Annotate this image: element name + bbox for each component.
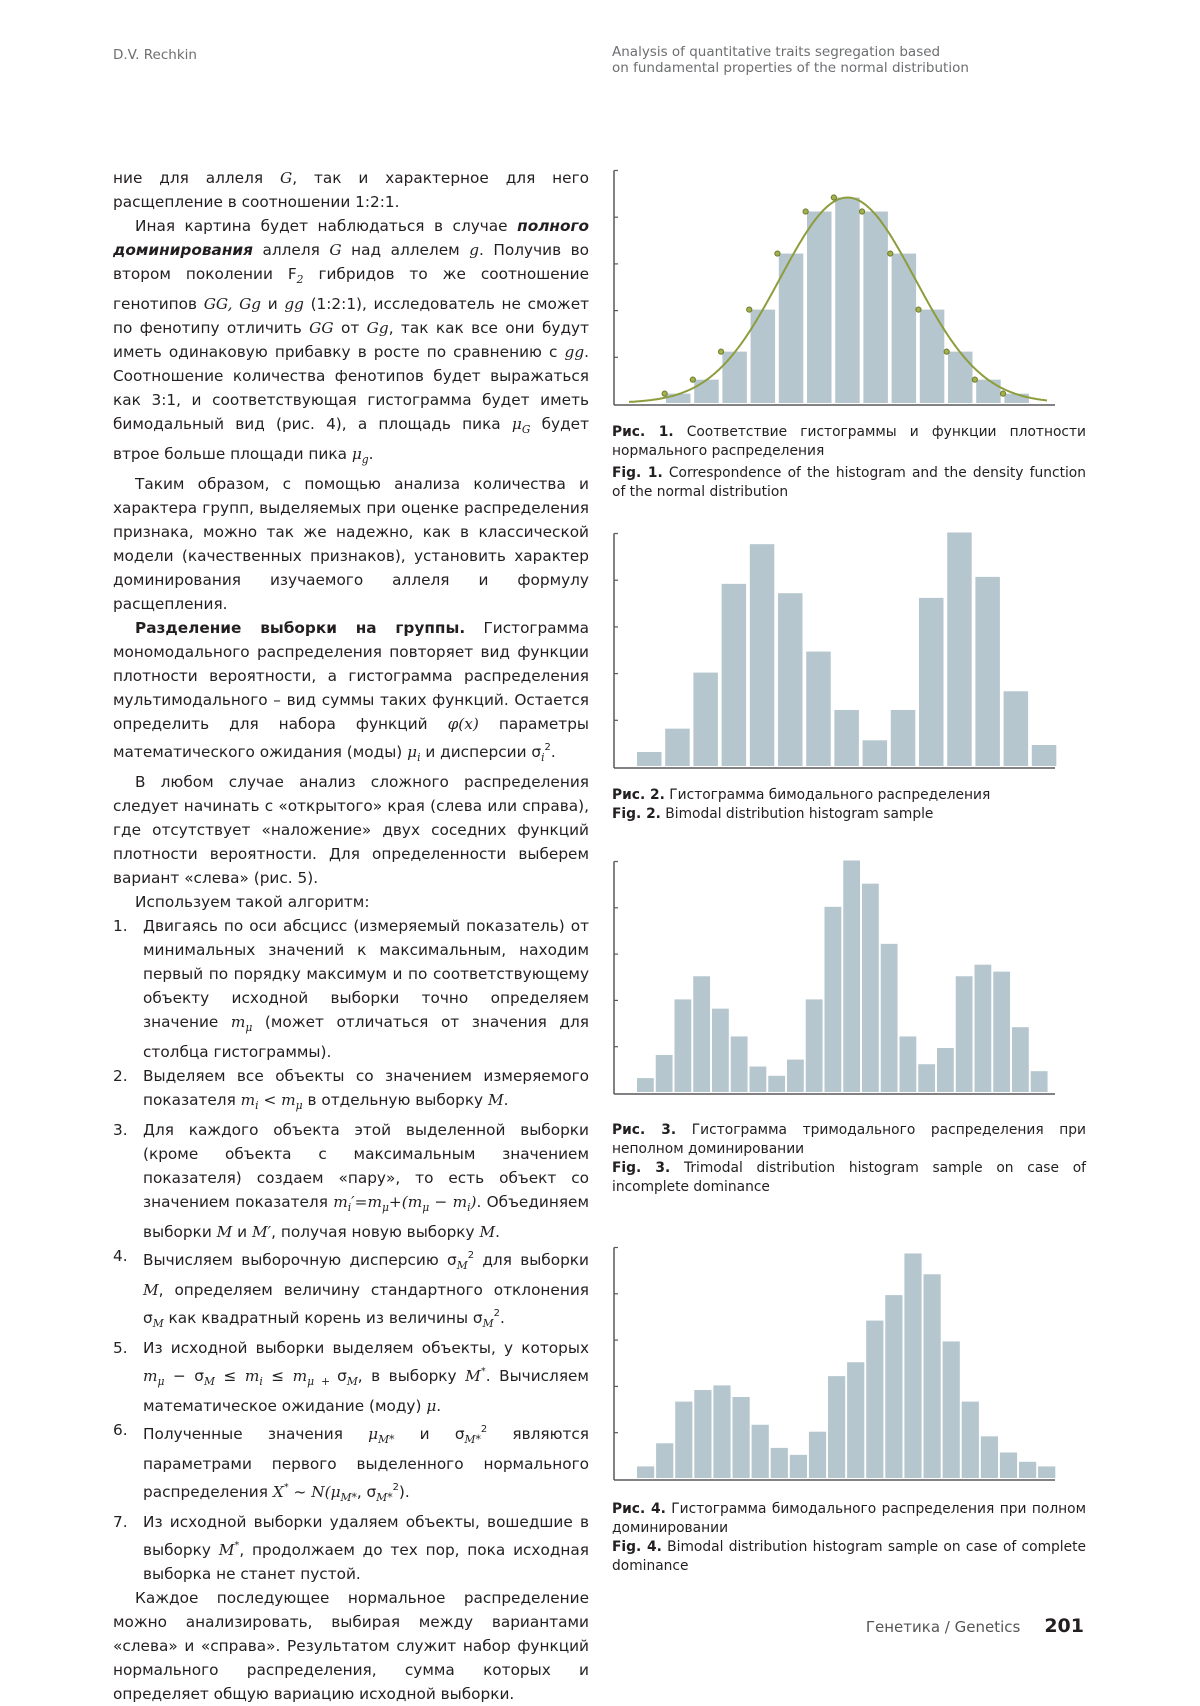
figure-1-caption: [612, 423, 1086, 505]
text-run: Из исходной выборки удаляем объекты, вошедшие в выборку: [143, 1513, 589, 1559]
text-run: .: [551, 743, 556, 761]
caption-ru-text: Гистограмма бимодального распределения: [665, 787, 990, 803]
subscript: i: [467, 1201, 470, 1214]
algorithm-step: [113, 1418, 589, 1510]
paragraph: [113, 214, 589, 472]
emphasis-text: m: [293, 1367, 308, 1385]
emphasis-text: +(m: [389, 1193, 422, 1211]
histogram-bar: [713, 1385, 730, 1478]
text-run: Таким образом, с помощью анализа количества и характера групп, выделяемых при оценке распределения признака, можно так же надежно, как в классической модели (качественных признаков), установить характер доминирования изучаемого аллеля и формулу расщепления.: [113, 475, 589, 613]
density-point: [916, 307, 921, 312]
superscript: 2: [494, 1308, 500, 1319]
caption-en-label: Fig. 1.: [612, 465, 663, 481]
histogram-bar: [863, 740, 888, 766]
emphasis-text: m: [333, 1193, 348, 1211]
superscript: 2: [481, 1424, 487, 1435]
text-run: гибридов то же соотношение генотипов: [113, 265, 589, 313]
emphasis-text: N(μ: [311, 1483, 340, 1501]
algorithm-step: [113, 1510, 589, 1586]
histogram-bar: [752, 1425, 769, 1478]
subscript: M*: [376, 1491, 392, 1504]
text-run: Выделяем все объекты со значением измеряемого показателя: [143, 1067, 589, 1109]
emphasis-text: m: [281, 1091, 296, 1109]
histogram-bar: [1031, 1071, 1048, 1092]
text-run: и дисперсии σ: [421, 743, 542, 761]
density-point: [1000, 391, 1005, 396]
text-run: .: [500, 1309, 505, 1327]
text-run: аллеля: [253, 241, 329, 259]
density-point: [972, 377, 977, 382]
emphasis-text: M: [217, 1223, 233, 1241]
histogram-bar: [1032, 745, 1057, 766]
text-run: , так и характерное для него расщепление в соотношении 1:2:1.: [113, 169, 589, 211]
histogram-bar: [637, 1078, 654, 1092]
subscript: M: [457, 1259, 468, 1272]
caption-en-text: Bimodal distribution histogram sample on case of complete dominance: [612, 1539, 1086, 1574]
emphasis-text: m: [143, 1367, 158, 1385]
caption-en-text: Correspondence of the histogram and the density function of the normal distribution: [612, 465, 1086, 500]
caption-ru-text: Гистограмма бимодального распределения при полном доминировании: [612, 1501, 1086, 1536]
text-run: .: [369, 445, 374, 463]
superscript: *: [284, 1482, 289, 1493]
histogram-bar: [956, 976, 973, 1092]
histogram-bar: [862, 884, 879, 1092]
emphasis-text: m: [241, 1091, 256, 1109]
text-run: Для каждого объекта этой выделенной выборки (кроме объекта с максимальным значением показателя) создаем «пару», то есть объект со значением показателя: [143, 1121, 589, 1211]
density-point: [718, 349, 723, 354]
figure-3-histogram: [612, 855, 1072, 1099]
histogram-bar: [656, 1443, 673, 1478]
histogram-bar: [806, 999, 823, 1092]
text-run: (1:2:1), исследователь не сможет по фенотипу отличить: [113, 295, 589, 337]
histogram-bar: [712, 1009, 729, 1092]
histogram-bar: [948, 352, 973, 403]
step-number: 1.: [113, 914, 128, 938]
histogram-bar: [779, 254, 804, 403]
text-run: будет втрое больше площади пика: [113, 415, 589, 463]
histogram-bar: [835, 198, 860, 403]
caption-ru-label: Рис. 3.: [612, 1122, 676, 1138]
emphasis-text: Gg: [367, 319, 389, 337]
figure-3-caption: [612, 1121, 1086, 1200]
text-run: ).: [399, 1483, 410, 1501]
histogram-bar: [847, 1362, 864, 1478]
histogram-bar: [1012, 1027, 1029, 1092]
emphasis-text: μ: [512, 415, 522, 433]
caption-ru-label: Рис. 1.: [612, 424, 674, 440]
density-point: [944, 349, 949, 354]
histogram-bar: [1038, 1466, 1055, 1478]
emphasis-text: G: [280, 169, 292, 187]
text-run: для выборки: [474, 1251, 589, 1269]
subscript: i: [541, 751, 544, 764]
histogram-bar: [943, 1341, 960, 1478]
superscript: 2: [393, 1482, 399, 1493]
algorithm-step: [113, 1064, 589, 1118]
histogram-bar: [694, 380, 719, 403]
text-run: , продолжаем до тех пор, пока исходная выборка не станет пустой.: [143, 1541, 589, 1583]
emphasis-text: φ(x): [448, 715, 479, 733]
histogram-bar: [675, 999, 692, 1092]
subscript: μ: [296, 1099, 303, 1112]
histogram-bar: [885, 1295, 902, 1478]
main-text-column: [113, 166, 589, 1706]
text-run: и: [261, 295, 284, 313]
superscript: *: [481, 1366, 486, 1377]
text-run: , в выборку: [358, 1367, 465, 1385]
histogram-bar: [665, 729, 690, 766]
caption-en-label: Fig. 2.: [612, 806, 661, 822]
step-number: 4.: [113, 1244, 128, 1268]
caption-en-text: Bimodal distribution histogram sample: [661, 806, 934, 822]
caption-ru-text: Соответствие гистограммы и функции плотности нормального распределения: [612, 424, 1086, 459]
journal-name: Генетика / Genetics: [866, 1618, 1020, 1636]
histogram-bar: [993, 972, 1010, 1092]
density-point: [859, 209, 864, 214]
subscript: M*: [465, 1433, 481, 1446]
histogram-bar: [843, 861, 860, 1093]
page-footer: [866, 1615, 1084, 1637]
text-run: (может отличаться от значения для столбца гистограммы).: [143, 1013, 589, 1061]
text-run: − σ: [164, 1367, 204, 1385]
caption-ru-label: Рис. 4.: [612, 1501, 666, 1517]
histogram-bar: [918, 1064, 935, 1092]
running-header-author: D.V. Rechkin: [113, 47, 197, 63]
histogram-bar: [693, 673, 718, 766]
histogram-bar: [790, 1455, 807, 1478]
emphasis-text: M: [219, 1541, 235, 1559]
histogram-bar: [866, 1321, 883, 1478]
histogram-bar: [825, 907, 842, 1092]
histogram-bar: [900, 1036, 917, 1092]
subscript: M: [204, 1375, 215, 1388]
histogram-bar: [924, 1274, 941, 1478]
histogram-bar: [975, 965, 992, 1092]
text-run: являются параметрами первого выделенного нормального распределения: [143, 1425, 589, 1501]
algorithm-step: [113, 1336, 589, 1418]
text-run: , σ: [357, 1483, 376, 1501]
step-number: 2.: [113, 1064, 128, 1088]
paragraph: [113, 616, 589, 770]
emphasis-text: m: [245, 1367, 260, 1385]
density-point: [747, 307, 752, 312]
text-run: ≤: [215, 1367, 245, 1385]
subscript: M: [483, 1317, 494, 1330]
text-run: Гистограмма мономодального распределения повторяет вид функции плотности вероятности, а гистограмма распределения мультимодального – вид суммы таких функций. Остается определить для набора функций: [113, 619, 589, 733]
caption-ru-text: Гистограмма тримодального распределения при неполном доминировании: [612, 1122, 1086, 1157]
emphasis-text: μ: [407, 743, 417, 761]
text-run: . Вычисляем математическое ожидание (моду): [143, 1367, 589, 1415]
emphasis-text: M′: [252, 1223, 271, 1241]
emphasis-text: m: [231, 1013, 246, 1031]
histogram-bar: [863, 212, 888, 403]
histogram-bar: [750, 544, 775, 766]
caption-en-label: Fig. 3.: [612, 1160, 670, 1176]
subscript: μ +: [307, 1375, 337, 1388]
superscript: *: [234, 1540, 239, 1551]
emphasis-text: ): [471, 1193, 477, 1211]
text-run: Используем такой алгоритм:: [135, 893, 370, 911]
histogram-bar: [962, 1402, 979, 1478]
running-header-title: [612, 44, 969, 76]
text-run: Полученные значения: [143, 1425, 368, 1443]
subscript: μ: [245, 1021, 252, 1034]
subscript: i: [255, 1099, 258, 1112]
step-number: 6.: [113, 1418, 128, 1442]
emphasis-text: GG: [309, 319, 333, 337]
text-run: и σ: [394, 1425, 464, 1443]
emphasis-text: g: [469, 241, 479, 259]
histogram-bar: [1019, 1462, 1036, 1478]
text-run: параметры математического ожидания (моды): [113, 715, 589, 761]
text-run: ние для аллеля: [113, 169, 280, 187]
subscript: μ: [382, 1201, 389, 1214]
emphasis-text: M: [488, 1091, 504, 1109]
figure-4-histogram: [612, 1240, 1072, 1484]
running-title-line-1: Analysis of quantitative traits segregation based: [612, 44, 969, 60]
subscript: μ: [422, 1201, 429, 1214]
subscript: i: [259, 1375, 262, 1388]
text-run: как квадратный корень из величины σ: [164, 1309, 483, 1327]
histogram-bar: [1004, 691, 1029, 766]
histogram-bar: [778, 593, 803, 766]
histogram-bar: [637, 1466, 654, 1478]
text-run: .: [436, 1397, 441, 1415]
text-run: , получая новую выборку: [271, 1223, 479, 1241]
histogram-bar: [828, 1376, 845, 1478]
emphasis-text: M: [465, 1367, 481, 1385]
running-title-line-2: on fundamental properties of the normal distribution: [612, 60, 969, 76]
emphasis-text: M: [143, 1281, 159, 1299]
body-paragraphs: [113, 166, 589, 914]
subscript: M: [153, 1317, 164, 1330]
subscript: i: [417, 751, 420, 764]
histogram-bar: [947, 533, 972, 767]
text-run: Из исходной выборки выделяем объекты, у которых: [143, 1339, 589, 1357]
caption-en-label: Fig. 4.: [612, 1539, 662, 1555]
text-run: Иная картина будет наблюдаться в случае: [135, 217, 517, 235]
text-run: . Получив во втором поколении F: [113, 241, 589, 283]
text-run: .: [504, 1091, 509, 1109]
subscript: G: [522, 423, 531, 436]
histogram-bar: [976, 380, 1001, 403]
histogram-bar: [768, 1076, 785, 1092]
subscript: i: [348, 1201, 351, 1214]
histogram-bar: [694, 1390, 711, 1478]
density-point: [831, 195, 836, 200]
histogram-bar: [937, 1048, 954, 1092]
histogram-bar: [722, 584, 747, 766]
algorithm-step: [113, 1244, 589, 1336]
caption-en-text: Trimodal distribution histogram sample on case of incomplete dominance: [612, 1160, 1086, 1195]
subscript: 2: [297, 273, 304, 286]
closing-paragraph: [113, 1586, 589, 1706]
emphasis-text: − m: [429, 1193, 467, 1211]
text-run: <: [259, 1091, 282, 1109]
histogram-bar: [881, 944, 898, 1092]
text-run: σ: [337, 1367, 347, 1385]
emphasis-text: M: [479, 1223, 495, 1241]
subscript: M*: [378, 1433, 394, 1446]
paragraph: [113, 770, 589, 890]
histogram-bar: [1000, 1453, 1017, 1478]
histogram-bar: [722, 352, 747, 403]
histogram-bar: [731, 1036, 748, 1092]
emphasis-text: GG, Gg: [204, 295, 261, 313]
histogram-bar: [656, 1055, 673, 1092]
algorithm-step: [113, 914, 589, 1064]
subscript: g: [362, 453, 369, 466]
algorithm-step: [113, 1118, 589, 1244]
density-point: [690, 377, 695, 382]
figure-2-histogram: [612, 530, 1072, 774]
superscript: 2: [468, 1250, 474, 1261]
emphasis-text: gg: [284, 295, 304, 313]
text-run: ~: [289, 1483, 312, 1501]
histogram-bar: [806, 652, 831, 766]
emphasis-text: Разделение выборки на группы.: [135, 619, 465, 637]
histogram-bar: [834, 710, 859, 766]
text-run: Каждое последующее нормальное распределение можно анализировать, выбирая между вариантами «слева» и «справа». Результатом служит набор функций нормального распределения, сумма которых и определяет общую вариацию исходной выборки.: [113, 1589, 589, 1703]
subscript: μ: [158, 1375, 165, 1388]
text-run: от: [334, 319, 367, 337]
paragraph: [113, 890, 589, 914]
emphasis-text: X: [273, 1483, 284, 1501]
histogram-bar: [891, 710, 916, 766]
emphasis-text: полного доминирования: [113, 217, 589, 259]
text-run: и: [232, 1223, 252, 1241]
emphasis-text: μ: [368, 1425, 378, 1443]
histogram-bar: [975, 577, 1000, 766]
paragraph: [113, 166, 589, 214]
histogram-bar: [787, 1060, 804, 1092]
histogram-bar: [733, 1397, 750, 1478]
histogram-bar: [750, 1067, 767, 1092]
density-point: [888, 251, 893, 256]
density-point: [662, 391, 667, 396]
text-run: .: [495, 1223, 500, 1241]
subscript: M: [347, 1375, 358, 1388]
histogram-bar: [637, 752, 662, 766]
step-number: 5.: [113, 1336, 128, 1360]
text-run: , так как все они будут иметь одинаковую прибавку в росте по сравнению с: [113, 319, 589, 361]
text-run: , определяем величину стандартного отклонения σ: [143, 1281, 589, 1327]
figure-2-caption: [612, 786, 1086, 827]
histogram-bar: [807, 212, 832, 403]
paragraph: [113, 472, 589, 616]
histogram-bar: [981, 1436, 998, 1478]
step-number: 3.: [113, 1118, 128, 1142]
emphasis-text: gg: [565, 343, 585, 361]
text-run: Вычисляем выборочную дисперсию σ: [143, 1251, 457, 1269]
emphasis-text: μ: [426, 1397, 436, 1415]
step-number: 7.: [113, 1510, 128, 1534]
page-number: 201: [1044, 1615, 1084, 1637]
algorithm-list: [113, 914, 589, 1586]
caption-ru-label: Рис. 2.: [612, 787, 665, 803]
text-run: . Соотношение количества фенотипов будет выражаться как 3:1, и соответствующая гистограмма будет иметь бимодальный вид (рис. 4), а площадь пика: [113, 343, 589, 433]
histogram-bar: [693, 976, 710, 1092]
superscript: 2: [545, 742, 551, 753]
histogram-bar: [919, 598, 944, 766]
histogram-bar: [809, 1432, 826, 1478]
histogram-bar: [771, 1448, 788, 1478]
emphasis-text: ′=m: [351, 1193, 382, 1211]
text-run: в отдельную выборку: [303, 1091, 488, 1109]
text-run: В любом случае анализ сложного распределения следует начинать с «открытого» края (слева или справа), где отсутствует «наложение» двух соседних функций плотности вероятности. Для определенности выберем вариант «слева» (рис. 5).: [113, 773, 589, 887]
density-point: [803, 209, 808, 214]
figure-1-histogram: [612, 168, 1072, 412]
emphasis-text: μ: [352, 445, 362, 463]
subscript: M*: [341, 1491, 357, 1504]
text-run: ≤: [263, 1367, 293, 1385]
text-run: . Объединяем выборки: [143, 1193, 589, 1241]
text-run: над аллелем: [342, 241, 470, 259]
figure-4-caption: [612, 1500, 1086, 1579]
text-run: Двигаясь по оси абсцисс (измеряемый показатель) от минимальных значений к максимальным, находим первый по порядку максимум и по соответствующему объекту исходной выборки точно определяем значение: [143, 917, 589, 1031]
emphasis-text: G: [329, 241, 341, 259]
histogram-bar: [675, 1402, 692, 1478]
histogram-bar: [904, 1253, 921, 1478]
density-point: [775, 251, 780, 256]
